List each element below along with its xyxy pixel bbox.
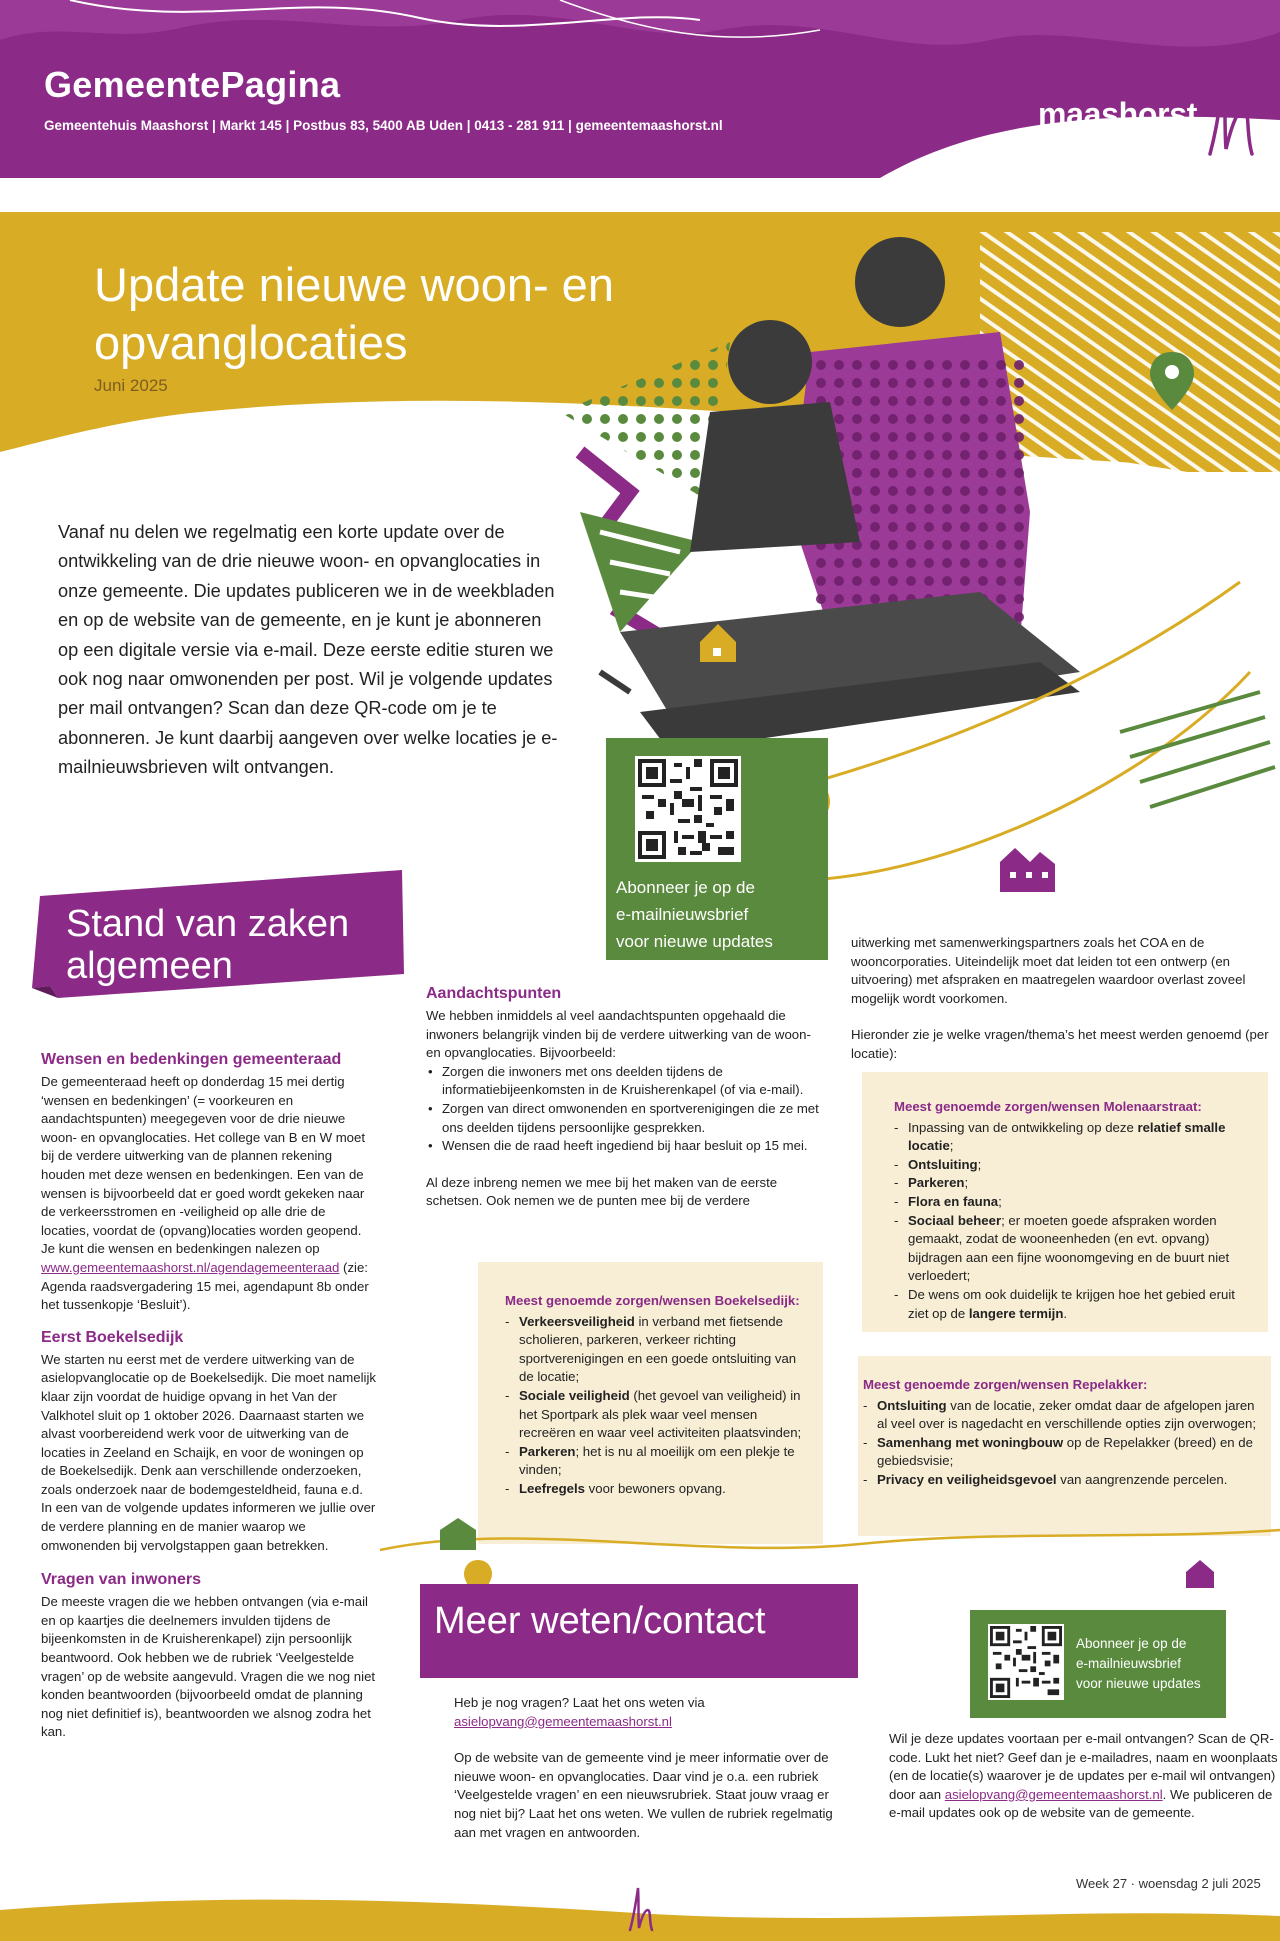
qr-code-icon bbox=[638, 759, 738, 859]
list-item: • Zorgen die inwoners met ons deelden tijdens de informatiebijeenkomsten in de Kruisherenkapel (of via e-mail). bbox=[426, 1063, 826, 1100]
list-item: - Privacy en veiligheidsgevoel van aangrenzende percelen. bbox=[863, 1471, 1257, 1490]
text-uitwerking: uitwerking met samenwerkingspartners zoals het COA en de wooncorporaties. Uiteindelijk moet dat leiden tot een ontwerp (en uitvoering) met afspraken en maatregelen waardoor overlast zoveel mogelijk wordt voorkomen. bbox=[851, 935, 1246, 1006]
list-item: - Samenhang met woningbouw op de Repelakker (breed) en de gebiedsvisie; bbox=[863, 1434, 1257, 1471]
contact-email-link[interactable]: asielopvang@gemeentemaashorst.nl bbox=[454, 1713, 672, 1729]
list-item: - Parkeren; het is nu al moeilijk om een plekje te vinden; bbox=[505, 1443, 805, 1480]
newsletter-qr-card-text bbox=[616, 874, 822, 955]
hero-title-line2: opvanglocaties bbox=[94, 316, 408, 369]
heading-vragen: Vragen van inwoners bbox=[41, 1571, 202, 1589]
hero-date: Juni 2025 bbox=[94, 376, 168, 395]
text-aandachtspunten: We hebben inmiddels al veel aandachtspunten opgehaald die inwoners belangrijk vinden bij de verdere uitwerking van de woon- en opvanglocaties. Bijvoorbeeld: bbox=[426, 1008, 811, 1061]
column-right bbox=[851, 934, 1276, 1064]
aandachtspunten-list bbox=[426, 1063, 826, 1156]
mid-wave-decoration bbox=[0, 1500, 1280, 1590]
list-item: - Flora en fauna; bbox=[894, 1193, 1250, 1212]
maashorst-logo-mark-icon bbox=[1200, 54, 1260, 164]
qr-card-small-line3: voor nieuwe updates bbox=[1076, 1676, 1201, 1691]
list-item: - Ontsluiting; bbox=[894, 1156, 1250, 1175]
section-title-line1: Stand van zaken bbox=[66, 903, 350, 945]
subscribe-email-link[interactable]: asielopvang@gemeentemaashorst.nl bbox=[944, 1786, 1163, 1802]
text-eerst-boekelsedijk: We starten nu eerst met de verdere uitwerking van de asielopvanglocatie op de Boekelsedijk. Die moet namelijk klaar zijn voordat de huidige opvang in het Van der Valkhotel sluit op 1 oktober 2026. Daarnaast starten we alvast voorbereidend werk voor de uitwerking van de locaties in Zeeland en Schaijk, en voor de woningen op de Boekelsedijk. Denk aan verschillende onderzoeken, zoals onderzoek naar de bodemgesteldheid, fauna e.d. In een van de volgende updates informeren we jullie over de verdere planning en de manier waarop we omwonenden bij vervolgstappen gaan betrekken. bbox=[41, 1351, 377, 1553]
list-item: - De wens om ook duidelijk te krijgen hoe het gebied eruit ziet op de langere termijn. bbox=[894, 1286, 1250, 1323]
qr-code[interactable] bbox=[635, 756, 741, 862]
box-repelakker-title: Meest genoemde zorgen/wensen Repelakker: bbox=[863, 1377, 1148, 1392]
qr-card-small-line2: e-mailnieuwsbrief bbox=[1076, 1656, 1182, 1671]
list-item: • Wensen die de raad heeft ingediend bij haar besluit op 15 mei. bbox=[426, 1137, 826, 1156]
qr-card-small-text bbox=[1076, 1634, 1224, 1694]
list-item: - Ontsluiting van de locatie, zeker omdat daar de afgelopen jaren al veel over is nagedacht en verschillende opties zijn overwogen; bbox=[863, 1397, 1257, 1434]
text-inbreng: Al deze inbreng nemen we mee bij het maken van de eerste schetsen. Ook nemen we de punten mee bij de verdere bbox=[426, 1174, 778, 1209]
text-wensen-2: (zie: Agenda raadsvergadering 15 mei, agendapunt 8b onder het tussenkopje ‘Besluit’). bbox=[41, 1259, 369, 1313]
maashorst-logo: maashorst bbox=[1038, 96, 1198, 132]
brand-title: GemeentePagina bbox=[44, 64, 341, 105]
list-item: - Sociaal beheer; er moeten goede afspraken worden gemaakt, zodat de wooneenheden (en evt. opvang) bijdragen aan een fijne woonomgeving en de buurt niet verloedert; bbox=[894, 1212, 1250, 1286]
box-molenaarstraat bbox=[862, 1072, 1268, 1332]
list-item: • Zorgen van direct omwonenden en sportverenigingen die ze met ons deelden tijdens persoonlijke gesprekken. bbox=[426, 1100, 826, 1137]
list-item: - Verkeersveiligheid in verband met fietsende scholieren, parkeren, verkeer richting sportverenigingen en een goede ontsluiting van de locatie; bbox=[505, 1313, 805, 1387]
footer-logo-mark-icon bbox=[626, 1884, 656, 1934]
subscribe-text: Wil je deze updates voortaan per e-mail ontvangen? Scan de QR-code. Lukt het niet? Geef dan je e-mailadres, naam en woonplaats (en de locatie(s) waarover je de updates per e-mail wil ontvangen) door aan bbox=[889, 1731, 1278, 1802]
list-item: - Parkeren; bbox=[894, 1174, 1250, 1193]
box-molenaarstraat-title: Meest genoemde zorgen/wensen Molenaarstraat: bbox=[894, 1099, 1202, 1114]
page-header bbox=[0, 0, 1280, 178]
list-item: - Inpassing van de ontwikkeling op deze relatief smalle locatie; bbox=[894, 1119, 1250, 1156]
qr-card-line2: e-mailnieuwsbrief bbox=[616, 905, 749, 924]
box-boekelsedijk-title: Meest genoemde zorgen/wensen Boekelsedijk: bbox=[505, 1293, 800, 1308]
contact-section-title: Meer weten/contact bbox=[434, 1600, 766, 1642]
section-title-stand-van-zaken bbox=[66, 903, 349, 987]
subscribe-column bbox=[889, 1730, 1279, 1823]
section-title-line2: algemeen bbox=[66, 945, 233, 987]
qr-card-line3: voor nieuwe updates bbox=[616, 932, 773, 951]
qr-code-small-icon bbox=[990, 1626, 1062, 1698]
list-item: - Leefregels voor bewoners opvang. bbox=[505, 1480, 805, 1499]
contact-column bbox=[454, 1694, 854, 1842]
newsletter-qr-card[interactable] bbox=[606, 738, 828, 960]
column-left bbox=[41, 1049, 376, 1742]
column-middle bbox=[426, 983, 826, 1211]
agenda-link[interactable]: www.gemeentemaashorst.nl/agendagemeenteraad bbox=[41, 1259, 340, 1275]
qr-card-line1: Abonneer je op de bbox=[616, 878, 755, 897]
heading-aandachtspunten: Aandachtspunten bbox=[426, 985, 562, 1002]
contact-website-info: Op de website van de gemeente vind je meer informatie over de nieuwe woon- en opvanglocaties. Daar vind je o.a. een rubriek ‘Veelgestelde vragen’ en een nieuwsrubriek. Staat jouw vraag er nog niet bij? Laat het ons weten. We vullen de rubriek regelmatig aan met vragen en antwoorden. bbox=[454, 1750, 833, 1840]
header-address: Gemeentehuis Maashorst | Markt 145 | Postbus 83, 5400 AB Uden | 0413 - 281 911 | gemeentemaashorst.nl bbox=[44, 118, 723, 133]
text-vragen: De meeste vragen die we hebben ontvangen (via e-mail en op kaartjes die deelnemers invulden tijdens de bijeenkomsten in de Kruisherenkapel) zijn persoonlijk beantwoord. Ook hebben we de rubriek ‘Veelgestelde vragen’ op de website aangevuld. Vragen die we nog niet konden beantwoorden (bijvoorbeeld omdat de planning nog niet definitief is), beantwoorden we alsnog zodra het kan. bbox=[41, 1594, 376, 1740]
footer-issue-date: Week 27 · woensdag 2 juli 2025 bbox=[1076, 1876, 1261, 1891]
text-wensen: De gemeenteraad heeft op donderdag 15 mei dertig ‘wensen en bedenkingen’ (= voorkeuren en aandachtspunten) meegegeven voor de drie nieuwe woon- en opvanglocaties. Het college van B en W moet bij de verdere uitwerking van de plannen rekening houden met deze wensen en bedenkingen. Een van de wensen is bijvoorbeeld dat er goed wordt gekeken naar de verkeersstromen en -veiligheid op alle drie de locaties, voordat de (opvang)locaties worden geopend. Je kunt die wensen en bedenkingen nalezen op bbox=[41, 1074, 366, 1257]
contact-intro: Heb je nog vragen? Laat het ons weten via bbox=[454, 1695, 705, 1710]
qr-card-small-line1: Abonneer je op de bbox=[1076, 1636, 1187, 1651]
intro-paragraph: Vanaf nu delen we regelmatig een korte update over de ontwikkeling van de drie nieuwe woon- en opvanglocaties in onze gemeente. Die updates publiceren we in de weekbladen en op de website van de gemeente, en je kunt je abonneren op een digitale versie via e-mail. Deze eerste editie sturen we ook nog naar omwonenden per post. Wil je volgende updates per mail ontvangen? Scan dan deze QR-code om je te abonneren. Je kunt daarbij aangeven over welke locaties je e-mailnieuwsbrieven wilt ontvangen. bbox=[58, 522, 558, 778]
heading-wensen: Wensen en bedenkingen gemeenteraad bbox=[41, 1051, 342, 1068]
newsletter-qr-card-small[interactable] bbox=[970, 1610, 1226, 1718]
list-item: - Sociale veiligheid (het gevoel van veiligheid) in het Sportpark als plek waar veel mensen recreëren en waar veel activiteiten plaatsvinden; bbox=[505, 1387, 805, 1443]
heading-eerst-boekelsedijk: Eerst Boekelsedijk bbox=[41, 1328, 184, 1346]
qr-code-small[interactable] bbox=[988, 1624, 1064, 1700]
text-hieronder: Hieronder zie je welke vragen/thema’s het meest werden genoemd (per locatie): bbox=[851, 1027, 1269, 1061]
hero-title-line1: Update nieuwe woon- en bbox=[94, 258, 614, 311]
subscribe-text-end: . We publiceren de e-mail updates ook op de website van de gemeente. bbox=[889, 1786, 1273, 1821]
